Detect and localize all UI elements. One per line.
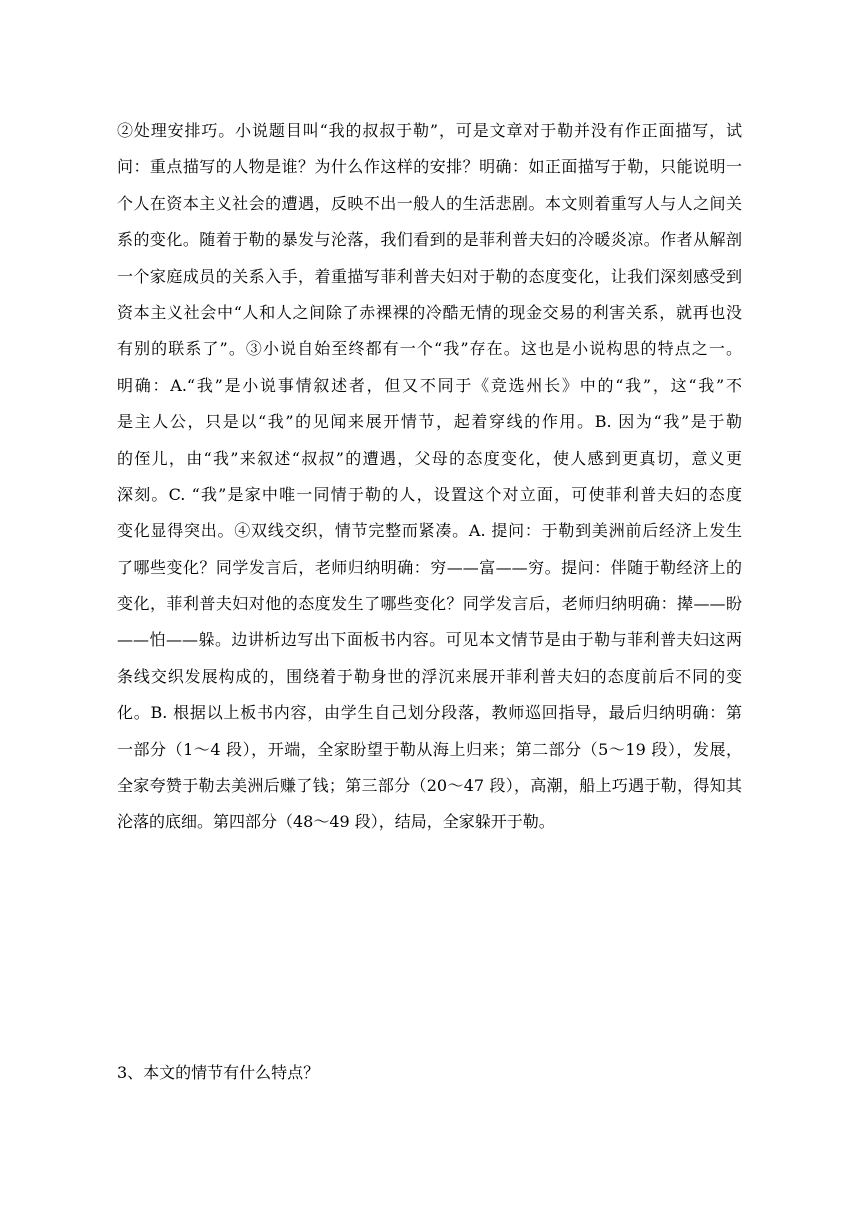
text-line: 资本主义社会中“人和人之间除了赤裸裸的冷酷无情的现金交易的利害关系，就再也没 [117,302,742,322]
text-line: 沦落的底细。第四部分（48～49 段），结局，全家躲开于勒。 [117,812,555,832]
text-line: 是主人公，只是以“我”的见闻来展开情节，起着穿线的作用。B. 因为“我”是于勒 [117,412,742,432]
text-line: 变化显得突出。④双线交织，情节完整而紧凑。A. 提问：于勒到美洲前后经济上发生 [117,521,742,541]
text-line: ——怕——躲。边讲析边写出下面板书内容。可见本文情节是由于勒与菲利普夫妇这两 [117,630,742,650]
text-line: 一部分（1～4 段），开端，全家盼望于勒从海上归来；第二部分（5～19 段），发展， [117,739,742,759]
text-line: 了哪些变化？同学发言后，老师归纳明确：穷——富——穷。提问：伴随于勒经济上的 [117,557,742,577]
question-heading: 3、本文的情节有什么特点？ [117,1063,320,1082]
text-line: 问：重点描写的人物是谁？为什么作这样的安排？明确：如正面描写于勒，只能说明一 [117,157,742,177]
text-line: 明确：A.“我”是小说事情叙述者，但又不同于《竞选州长》中的“我”，这“我”不 [117,375,742,395]
text-line: 一个家庭成员的关系入手，着重描写菲利普夫妇对于勒的态度变化，让我们深刻感受到 [117,266,742,286]
text-line: 全家夸赞于勒去美洲后赚了钱；第三部分（20～47 段），高潮，船上巧遇于勒，得知其 [117,776,742,796]
text-line: 有别的联系了”。③小说自始至终都有一个“我”存在。这也是小说构思的特点之一。 [117,339,742,359]
text-line: 变化，菲利普夫妇对他的态度发生了哪些变化？同学发言后，老师归纳明确：撵——盼 [117,594,742,614]
text-line: ②处理安排巧。小说题目叫“我的叔叔于勒”，可是文章对于勒并没有作正面描写，试 [117,121,742,140]
text-line: 系的变化。随着于勒的暴发与沦落，我们看到的是菲利普夫妇的冷暖炎凉。作者从解剖 [117,230,742,250]
text-line: 条线交织发展构成的，围绕着于勒身世的浮沉来展开菲利普夫妇的态度前后不同的变 [117,666,742,686]
text-line: 化。B. 根据以上板书内容，由学生自己划分段落，教师巡回指导，最后归纳明确：第 [117,703,742,723]
body-paragraph [117,113,742,841]
text-line: 的侄儿，由“我”来叙述“叔叔”的遭遇，父母的态度变化，使人感到更真切，意义更 [117,448,742,468]
text-line: 深刻。C. “我”是家中唯一同情于勒的人，设置这个对立面，可使菲利普夫妇的态度 [117,484,742,504]
text-line: 个人在资本主义社会的遭遇，反映不出一般人的生活悲剧。本文则着重写人与人之间关 [117,193,742,213]
